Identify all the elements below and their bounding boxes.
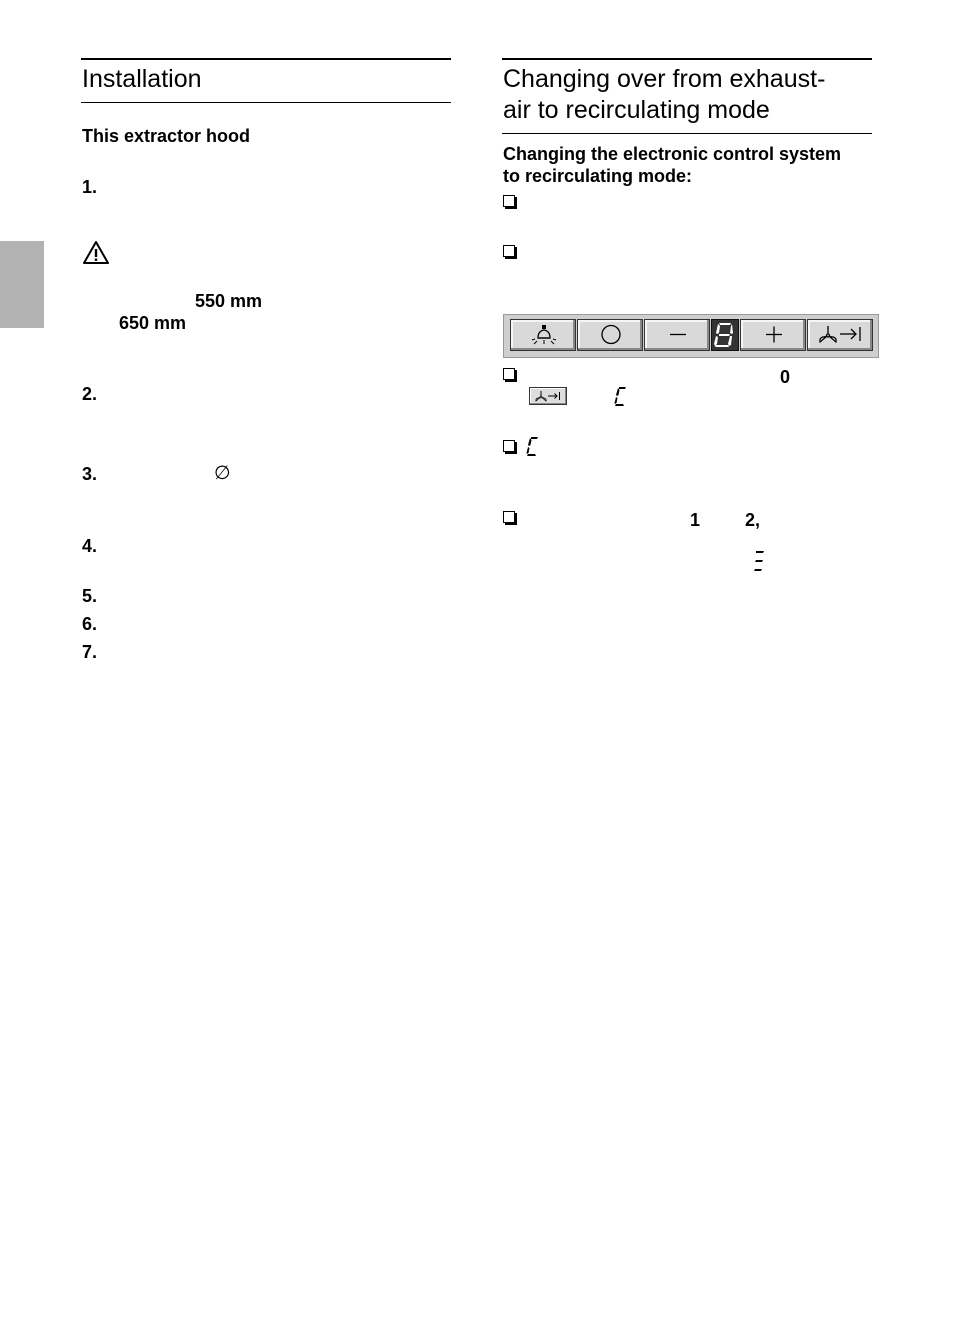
plus-icon bbox=[741, 320, 807, 349]
fan-arrow-icon bbox=[808, 320, 874, 349]
step-number-7: 7. bbox=[82, 642, 98, 662]
display-symbol-c-icon bbox=[614, 385, 628, 407]
fan-arrow-icon bbox=[530, 388, 566, 404]
section-title-line1: Changing over from exhaust- bbox=[503, 65, 826, 93]
checkbox-bullet-icon bbox=[503, 368, 515, 380]
checkbox-bullet-icon bbox=[503, 245, 515, 257]
intro-text: This extractor hood bbox=[82, 126, 251, 146]
diameter-symbol: ∅ bbox=[214, 463, 231, 484]
plus-button[interactable] bbox=[740, 319, 806, 351]
minus-button[interactable] bbox=[644, 319, 710, 351]
dimension-650: 650 mm bbox=[119, 313, 187, 333]
step-number-4: 4. bbox=[82, 536, 98, 556]
step-number-2: 2. bbox=[82, 384, 98, 404]
checkbox-bullet-icon bbox=[503, 440, 515, 452]
checkbox-bullet-icon bbox=[503, 195, 515, 207]
step-number-5: 5. bbox=[82, 586, 98, 606]
display-symbol-c-icon bbox=[526, 435, 540, 457]
subtitle-line2: to recirculating mode: bbox=[503, 166, 693, 186]
dimension-550: 550 mm bbox=[195, 291, 263, 311]
circle-on-off-icon bbox=[578, 320, 644, 349]
step-number-6: 6. bbox=[82, 614, 98, 634]
on-off-button[interactable] bbox=[577, 319, 643, 351]
value-one: 1 bbox=[690, 510, 701, 530]
section-title-line2: air to recirculating mode bbox=[503, 96, 770, 124]
step-number-3: 3. bbox=[82, 464, 98, 484]
seven-segment-display-icon bbox=[711, 319, 739, 351]
light-bulb-icon bbox=[511, 320, 577, 349]
display-symbol-three-bars-icon bbox=[753, 549, 767, 573]
fan-intensive-button[interactable] bbox=[807, 319, 873, 351]
right-title-rule-bottom bbox=[502, 133, 872, 134]
warning-triangle-icon bbox=[82, 240, 110, 266]
control-panel bbox=[503, 314, 879, 358]
checkbox-bullet-icon bbox=[503, 511, 515, 523]
step-number-1: 1. bbox=[82, 177, 98, 197]
light-button[interactable] bbox=[510, 319, 576, 351]
value-two: 2, bbox=[745, 510, 761, 530]
right-title-rule-top bbox=[502, 58, 872, 60]
fan-intensive-mini-button bbox=[529, 387, 567, 405]
minus-icon bbox=[645, 320, 711, 349]
page-title-installation: Installation bbox=[82, 65, 202, 93]
subtitle-line1: Changing the electronic control system bbox=[503, 144, 842, 164]
title-rule-top bbox=[81, 58, 451, 60]
title-rule-bottom bbox=[81, 102, 451, 103]
side-tab-marker bbox=[0, 241, 44, 328]
value-zero: 0 bbox=[780, 367, 791, 387]
